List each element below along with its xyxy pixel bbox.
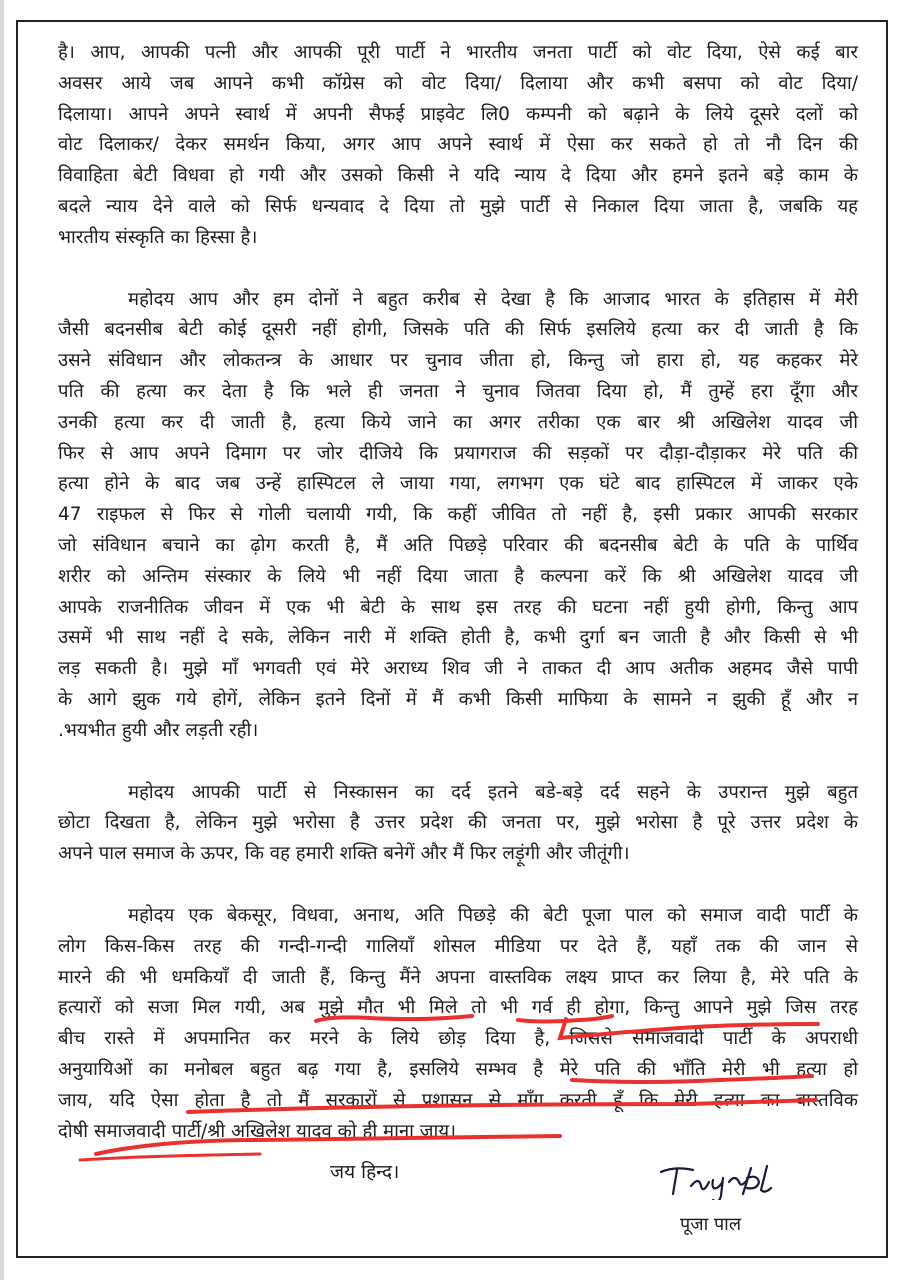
text-line: लोग किस-किस तरह की गन्दी-गन्दी गालियाँ शोसल मीडिया पर देते हैं, यहाँ तक की जान से xyxy=(58,935,858,957)
text-line: 47 राइफल से फिर से गोली चलायी गयी, कि कहीं जीवित तो नहीं है, इसी प्रकार आपकी सरकार xyxy=(58,504,858,526)
text-line: महोदय आपकी पार्टी से निस्कासन का दर्द इतने बडे-बड़े दर्द सहने के उपरान्त मुझे बहुत xyxy=(128,781,858,803)
text-line: महोदय एक बेकसूर, विधवा, अनाथ, अति पिछड़े की बेटी पूजा पाल को समाज वादी पार्टी के xyxy=(128,904,858,926)
text-line: हत्यारों को सजा मिल गयी, अब मुझे मौत भी मिले तो भी गर्व ही होगा, किन्तु आपने मुझे जिस तरह xyxy=(58,997,858,1019)
text-line: हत्या होने के बाद जब उन्हें हास्पिटल ले जाया गया, लगभग एक घंटे बाद हास्पिटल में जाकर एके xyxy=(58,473,858,495)
paragraph xyxy=(58,778,858,870)
text-line: जाय, यदि ऐसा होता है तो मैं सरकारों से प्रशासन से माँग करती हूँ कि मेरी हत्या का वास्तविक xyxy=(58,1089,858,1111)
text-line: अपने पाल समाज के ऊपर, कि वह हमारी शक्ति बनेगें और मैं फिर लड़ूंगी और जीतूंगी। xyxy=(58,843,630,865)
letter-body xyxy=(58,38,858,1178)
signature-name: पूजा पाल xyxy=(680,1214,742,1235)
text-line: जैसी बदनसीब बेटी कोई दूसरी नहीं होगी, जिसके पति की सिर्फ इसलिये हत्या कर दी जाती है कि xyxy=(58,319,858,341)
text-line: दोषी समाजवादी पार्टी/श्री अखिलेश यादव को ही माना जाय। xyxy=(58,1120,457,1142)
text-line: जो संविधान बचाने का ढ़ोग करती है, मैं अति पिछड़े परिवार की बदनसीब बेटी के पति के पार्थिव xyxy=(58,534,858,556)
text-line: पति की हत्या कर देता है कि भले ही जनता ने चुनाव जितवा दिया हो, मैं तुम्हें हरा दूँगा और xyxy=(58,380,858,402)
text-line: बदले न्याय देने वाले को सिर्फ धन्यवाद दे दिया तो मुझे पार्टी से निकाल दिया जाता है, जबकि यह xyxy=(58,195,858,217)
text-line: फिर से आप अपने दिमाग पर जोर दीजिये कि प्रयागराज की सड़कों पर दौड़ा-दौड़ाकर मेरे पति की xyxy=(58,442,858,464)
closing-salutation: जय हिन्द। xyxy=(330,1161,400,1183)
text-line: बीच रास्ते में अपमानित कर मरने के लिये छोड़ दिया है, जिससे समाजवादी पार्टी के अपराधी xyxy=(58,1028,858,1050)
text-line: वोट दिलाकर/ देकर समर्थन किया, अगर आप अपने स्वार्थ में ऐसा कर सकते हो तो नौ दिन की xyxy=(58,134,858,156)
paragraph xyxy=(58,285,858,747)
text-line: भारतीय संस्कृति का हिस्सा है। xyxy=(58,226,258,248)
text-line: दिलाया। आपने अपने स्वार्थ में अपनी सैफई प्राइवेट लि0 कम्पनी को बढ़ाने के लिये दूसरे दलों को xyxy=(58,103,858,125)
text-line: शरीर को अन्तिम संस्कार के लिये भी नहीं दिया जाता है कल्पना करें कि श्री अखिलेश यादव जी xyxy=(58,565,858,587)
text-line: .भयभीत हुयी और लड़ती रही। xyxy=(58,719,259,741)
text-line: उनकी हत्या कर दी जाती है, हत्या किये जाने का अगर तरीका एक बार श्री अखिलेश यादव जी xyxy=(58,411,858,433)
paragraph xyxy=(58,901,858,1147)
paragraph xyxy=(58,38,858,254)
text-line: मारने की भी धमकियाँ दी जाती हैं, किन्तु मैंने अपना वास्तविक लक्ष्य प्राप्त कर लिया है, मेरे पति के xyxy=(58,966,858,988)
text-line: अनुयायिओं का मनोबल बहुत बढ़ गया है, इसलिये सम्भव है मेरे पति की भाँति मेरी भी हत्या हो xyxy=(58,1058,858,1080)
text-line: के आगे झुक गये होगें, लेकिन इतने दिनों में मैं कभी किसी माफिया के सामने न झुकी हूँ और न xyxy=(58,688,858,710)
handwritten-signature xyxy=(655,1160,815,1200)
text-line: उसने संविधान और लोकतन्त्र के आधार पर चुनाव जीता हो, किन्तु जो हारा हो, यह कहकर मेरे xyxy=(58,350,858,372)
text-line: लड़ सकती है। मुझे माँ भगवती एवं मेरे अराध्य शिव जी ने ताकत दी आप अतीक अहमद जैसे पापी xyxy=(58,658,858,680)
text-line: छोटा दिखता है, लेकिन मुझे भरोसा है उत्तर प्रदेश की जनता पर, मुझे भरोसा है पूरे उत्तर प्रदेश के xyxy=(58,812,858,834)
text-line: अवसर आये जब आपने कभी कॉग्रेस को वोट दिया/ दिलाया और कभी बसपा को वोट दिया/ xyxy=(58,72,858,94)
scan-edge xyxy=(0,0,4,1280)
text-line: महोदय आप और हम दोनों ने बहुत करीब से देखा है कि आजाद भारत के इतिहास में मेरी xyxy=(128,288,858,310)
text-line: है। आप, आपकी पत्नी और आपकी पूरी पार्टी ने भारतीय जनता पार्टी को वोट दिया, ऐसे कई बार xyxy=(58,42,858,63)
text-line: आपके राजनीतिक जीवन में एक भी बेटी के साथ इस तरह की घटना नहीं हुयी होगी, किन्तु आप xyxy=(58,596,858,618)
text-line: विवाहिता बेटी विधवा हो गयी और उसको किसी ने यदि न्याय दे दिया और हमने इतने बड़े काम के xyxy=(58,165,858,187)
text-line: उसमें भी साथ नहीं दे सके, लेकिन नारी में शक्ति होती है, कभी दुर्गा बन जाती है और किसी से भी xyxy=(58,627,858,649)
